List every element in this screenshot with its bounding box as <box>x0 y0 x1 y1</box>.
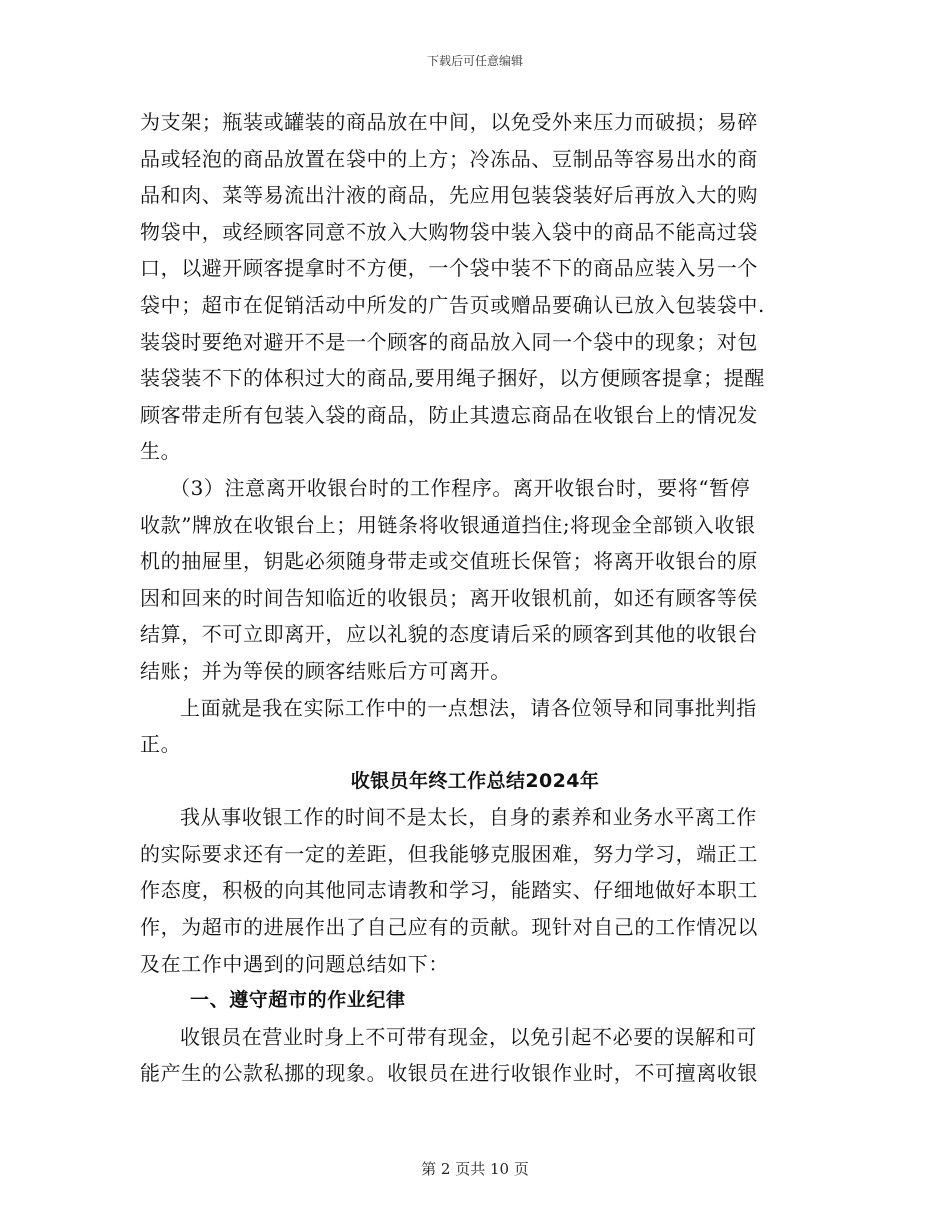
text-line: 的实际要求还有一定的差距，但我能够克服困难，努力学习，端正工 <box>140 841 758 866</box>
text-line: 收款”牌放在收银台上；用链条将收银通道挡住;将现金全部锁入收银 <box>140 512 756 537</box>
text-line: 我从事收银工作的时间不是太长，自身的素养和业务水平离工作 <box>180 805 757 830</box>
text-line: 品或轻泡的商品放置在袋中的上方；冷冻品、豆制品等容易出水的商 <box>140 146 758 171</box>
text-line: 品和肉、菜等易流出汁液的商品，先应用包装袋装好后再放入大的购 <box>140 183 758 208</box>
text-line: 能产生的公款私挪的现象。收银员在进行收银作业时，不可擅离收银 <box>140 1061 758 1086</box>
text-line: 装袋时要绝对避开不是一个顾客的商品放入同一个袋中的现象；对包 <box>140 329 758 354</box>
section-title: 收银员年终工作总结2024年 <box>350 769 600 792</box>
document-body <box>140 104 810 1092</box>
text-line: 机的抽屉里，钥匙必须随身带走或交值班长保管；将离开收银台的原 <box>140 549 758 574</box>
text-line: 因和回来的时间告知临近的收银员；离开收银机前，如还有顾客等侯 <box>140 585 758 610</box>
text-line: 及在工作中遇到的问题总结如下： <box>140 951 449 976</box>
text-line: 口，以避开顾客提拿时不方便，一个袋中装不下的商品应装入另一个 <box>140 256 758 281</box>
text-line: 作态度，积极的向其他同志请教和学习，能踏实、仔细地做好本职工 <box>140 878 758 903</box>
text-line: 结算，不可立即离开，应以礼貌的态度请后采的顾客到其他的收银台 <box>140 622 758 647</box>
text-line: 生。 <box>140 439 182 464</box>
page-footer: 第 2 页共 10 页 <box>421 1160 529 1178</box>
text-line: 正。 <box>140 732 182 757</box>
text-line: 收银员在营业时身上不可带有现金，以免引起不必要的误解和可 <box>180 1024 757 1049</box>
text-line: 结账；并为等侯的顾客结账后方可离开。 <box>140 658 511 683</box>
text-line: （3）注意离开收银台时的工作程序。离开收银台时，要将“暂停 <box>170 475 751 500</box>
text-line: 作，为超市的进展作出了自己应有的贡献。现针对自己的工作情况以 <box>140 915 758 940</box>
text-line: 袋中；超市在促销活动中所发的广告页或赠品要确认已放入包装袋中. <box>140 292 765 317</box>
text-line: 上面就是我在实际工作中的一点想法，请各位领导和同事批判指 <box>180 695 757 720</box>
text-line: 物袋中，或经顾客同意不放入大购物袋中装入袋中的商品不能高过袋 <box>140 219 758 244</box>
text-line: 为支架；瓶装或罐装的商品放在中间，以免受外来压力而破损；易碎 <box>140 110 758 134</box>
text-line: 顾客带走所有包装入袋的商品，防止其遗忘商品在收银台上的情况发 <box>140 402 758 427</box>
page-header: 下载后可任意编辑 <box>426 54 523 68</box>
subsection-heading: 一、遵守超市的作业纪律 <box>190 989 406 1012</box>
text-line: 装袋装不下的体积过大的商品,要用绳子捆好，以方便顾客提拿；提醒 <box>140 366 765 391</box>
